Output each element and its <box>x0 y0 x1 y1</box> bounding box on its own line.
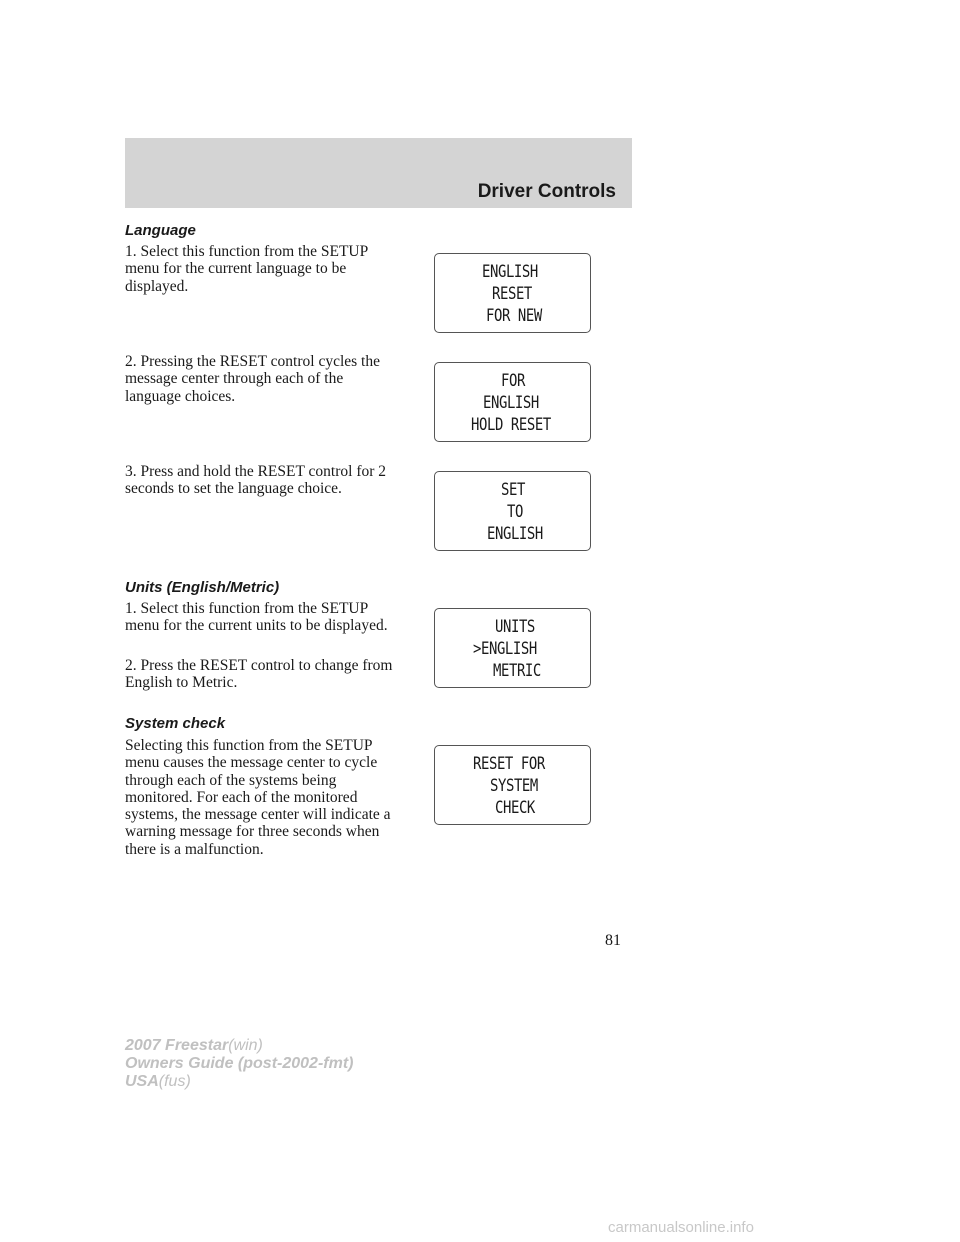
display-line: >ENGLISH <box>473 639 537 659</box>
display-line: HOLD RESET <box>471 415 551 435</box>
message-display-system-check <box>434 745 591 825</box>
footer-document-info <box>125 1037 353 1091</box>
message-display-english-reset <box>434 253 591 333</box>
display-line: UNITS <box>495 617 535 637</box>
system-check-text: Selecting this function from the SETUP menu causes the message center to cycle through each of the systems being monitored. For each of the monitored systems, the message center will indicate a warning message for three seconds when there is a malfunction. <box>125 737 391 858</box>
display-line: METRIC <box>493 661 541 681</box>
display-line: TO <box>507 502 523 522</box>
message-display-units <box>434 608 591 688</box>
display-line: FOR <box>501 371 525 391</box>
page-number: 81 <box>605 932 621 949</box>
header-band <box>125 138 632 208</box>
display-line: ENGLISH <box>487 524 543 544</box>
language-step-2: 2. Pressing the RESET control cycles the message center through each of the language choices. <box>125 353 380 405</box>
footer-model-code: (win) <box>228 1037 263 1054</box>
heading-system-check: System check <box>125 715 226 732</box>
watermark: carmanualsonline.info <box>608 1219 754 1236</box>
heading-units: Units (English/Metric) <box>125 579 280 596</box>
footer-guide: Owners Guide (post-2002-fmt) <box>125 1055 354 1072</box>
message-display-set-to-english <box>434 471 591 551</box>
chapter-title: Driver Controls <box>477 181 616 202</box>
footer-market-code: (fus) <box>158 1073 191 1090</box>
display-line: RESET FOR <box>473 754 545 774</box>
display-line: FOR NEW <box>486 306 542 326</box>
display-line: ENGLISH <box>483 393 539 413</box>
display-line: CHECK <box>495 798 535 818</box>
message-display-hold-reset <box>434 362 591 442</box>
language-step-3: 3. Press and hold the RESET control for 2 seconds to set the language choice. <box>125 463 387 498</box>
units-step-1: 1. Select this function from the SETUP menu for the current units to be displayed. <box>125 600 388 635</box>
display-line: SET <box>501 480 525 500</box>
display-line: ENGLISH <box>482 262 538 282</box>
footer-model: 2007 Freestar <box>125 1037 229 1054</box>
footer-market: USA <box>125 1073 159 1090</box>
display-line: RESET <box>492 284 532 304</box>
language-step-1: 1. Select this function from the SETUP menu for the current language to be displayed. <box>125 243 368 295</box>
display-line: SYSTEM <box>490 776 538 796</box>
units-step-2: 2. Press the RESET control to change from English to Metric. <box>125 657 393 692</box>
heading-language: Language <box>125 222 196 239</box>
